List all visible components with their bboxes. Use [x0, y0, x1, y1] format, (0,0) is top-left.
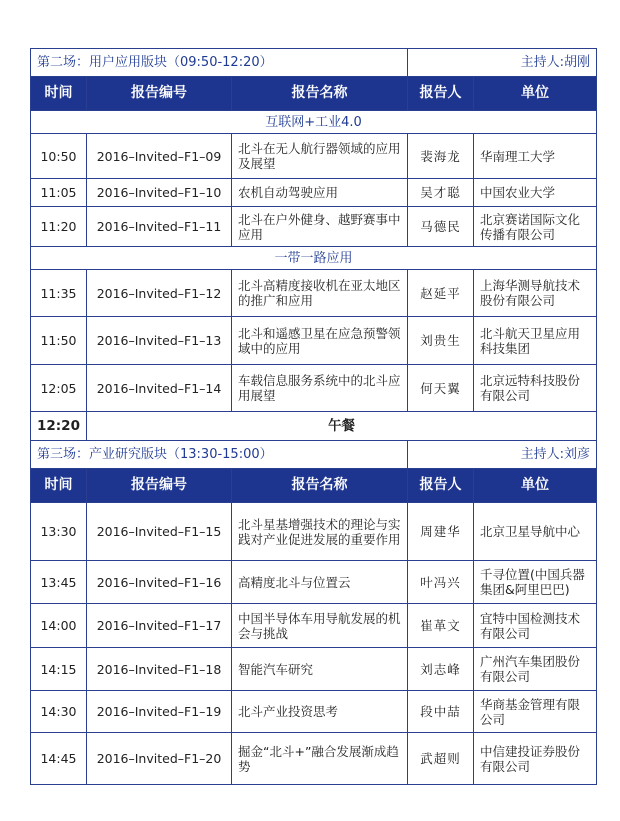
row-code: 2016–Invited–F1–11 [87, 207, 232, 247]
table-row [31, 691, 597, 733]
row-name: 中国半导体车用导航发展的机会与挑战 [232, 604, 408, 648]
row-time: 14:45 [31, 733, 87, 785]
row-code: 2016–Invited–F1–10 [87, 179, 232, 207]
table-row [31, 270, 597, 317]
row-reporter: 吴才聪 [408, 179, 474, 207]
table-row [31, 134, 597, 179]
row-name: 高精度北斗与位置云 [232, 561, 408, 604]
row-name: 北斗和遥感卫星在应急预警领域中的应用 [232, 317, 408, 365]
row-time: 13:45 [31, 561, 87, 604]
session-header [31, 49, 597, 77]
row-reporter: 周建华 [408, 503, 474, 561]
header-unit: 单位 [474, 77, 597, 111]
row-name: 北斗在户外健身、越野赛事中应用 [232, 207, 408, 247]
row-reporter: 崔革文 [408, 604, 474, 648]
row-unit: 千寻位置(中国兵器集团&阿里巴巴) [474, 561, 597, 604]
row-time: 11:20 [31, 207, 87, 247]
row-reporter: 何天翼 [408, 365, 474, 412]
row-time: 10:50 [31, 134, 87, 179]
lunch-label: 午餐 [87, 412, 597, 441]
row-reporter: 叶冯兴 [408, 561, 474, 604]
row-name: 北斗高精度接收机在亚太地区的推广和应用 [232, 270, 408, 317]
row-unit: 北京远特科技股份有限公司 [474, 365, 597, 412]
session-title: 第二场：用户应用版块（09:50-12:20） [31, 49, 408, 77]
table-row [31, 179, 597, 207]
header-code: 报告编号 [87, 469, 232, 503]
row-reporter: 刘贵生 [408, 317, 474, 365]
schedule-table [30, 48, 597, 785]
table-row [31, 733, 597, 785]
row-unit: 中国农业大学 [474, 179, 597, 207]
row-name: 掘金“北斗+”融合发展渐成趋势 [232, 733, 408, 785]
group-label [31, 111, 597, 134]
row-reporter: 段中喆 [408, 691, 474, 733]
row-time: 14:30 [31, 691, 87, 733]
header-time: 时间 [31, 469, 87, 503]
row-code: 2016–Invited–F1–17 [87, 604, 232, 648]
group-label [31, 247, 597, 270]
header-name: 报告名称 [232, 77, 408, 111]
row-name: 北斗产业投资思考 [232, 691, 408, 733]
row-unit: 华商基金管理有限公司 [474, 691, 597, 733]
row-name: 北斗在无人航行器领域的应用及展望 [232, 134, 408, 179]
row-unit: 北京卫星导航中心 [474, 503, 597, 561]
row-code: 2016–Invited–F1–12 [87, 270, 232, 317]
row-unit: 宜特中国检测技术有限公司 [474, 604, 597, 648]
session-header [31, 441, 597, 469]
row-unit: 广州汽车集团股份有限公司 [474, 648, 597, 691]
row-time: 13:30 [31, 503, 87, 561]
header-reporter: 报告人 [408, 77, 474, 111]
table-row [31, 207, 597, 247]
row-reporter: 武超则 [408, 733, 474, 785]
session-host: 主持人:胡刚 [408, 49, 597, 77]
header-reporter: 报告人 [408, 469, 474, 503]
header-name: 报告名称 [232, 469, 408, 503]
row-time: 14:15 [31, 648, 87, 691]
row-time: 11:05 [31, 179, 87, 207]
row-code: 2016–Invited–F1–14 [87, 365, 232, 412]
session-title: 第三场：产业研究版块（13:30-15:00） [31, 441, 408, 469]
row-name: 智能汽车研究 [232, 648, 408, 691]
row-time: 12:05 [31, 365, 87, 412]
row-unit: 华南理工大学 [474, 134, 597, 179]
lunch-time: 12:20 [31, 412, 87, 441]
session-host: 主持人:刘彦 [408, 441, 597, 469]
table-row [31, 503, 597, 561]
row-time: 11:50 [31, 317, 87, 365]
row-code: 2016–Invited–F1–13 [87, 317, 232, 365]
row-code: 2016–Invited–F1–16 [87, 561, 232, 604]
row-code: 2016–Invited–F1–09 [87, 134, 232, 179]
row-code: 2016–Invited–F1–15 [87, 503, 232, 561]
header-code: 报告编号 [87, 77, 232, 111]
header-unit: 单位 [474, 469, 597, 503]
group-label-text: 互联网+工业4.0 [31, 111, 597, 134]
row-unit: 北斗航天卫星应用科技集团 [474, 317, 597, 365]
row-unit: 北京赛诺国际文化传播有限公司 [474, 207, 597, 247]
row-unit: 中信建投证券股份有限公司 [474, 733, 597, 785]
table-row [31, 561, 597, 604]
row-code: 2016–Invited–F1–19 [87, 691, 232, 733]
column-headers [31, 469, 597, 503]
row-time: 14:00 [31, 604, 87, 648]
header-time: 时间 [31, 77, 87, 111]
row-name: 车载信息服务系统中的北斗应用展望 [232, 365, 408, 412]
table-row [31, 604, 597, 648]
row-reporter: 裴海龙 [408, 134, 474, 179]
row-code: 2016–Invited–F1–20 [87, 733, 232, 785]
row-unit: 上海华测导航技术股份有限公司 [474, 270, 597, 317]
row-time: 11:35 [31, 270, 87, 317]
column-headers [31, 77, 597, 111]
schedule [30, 48, 596, 785]
table-row [31, 317, 597, 365]
row-name: 农机自动驾驶应用 [232, 179, 408, 207]
row-code: 2016–Invited–F1–18 [87, 648, 232, 691]
row-reporter: 马德民 [408, 207, 474, 247]
group-label-text: 一带一路应用 [31, 247, 597, 270]
row-reporter: 赵延平 [408, 270, 474, 317]
lunch-row [31, 412, 597, 441]
table-row [31, 365, 597, 412]
row-reporter: 刘志峰 [408, 648, 474, 691]
row-name: 北斗星基增强技术的理论与实践对产业促进发展的重要作用 [232, 503, 408, 561]
table-row [31, 648, 597, 691]
